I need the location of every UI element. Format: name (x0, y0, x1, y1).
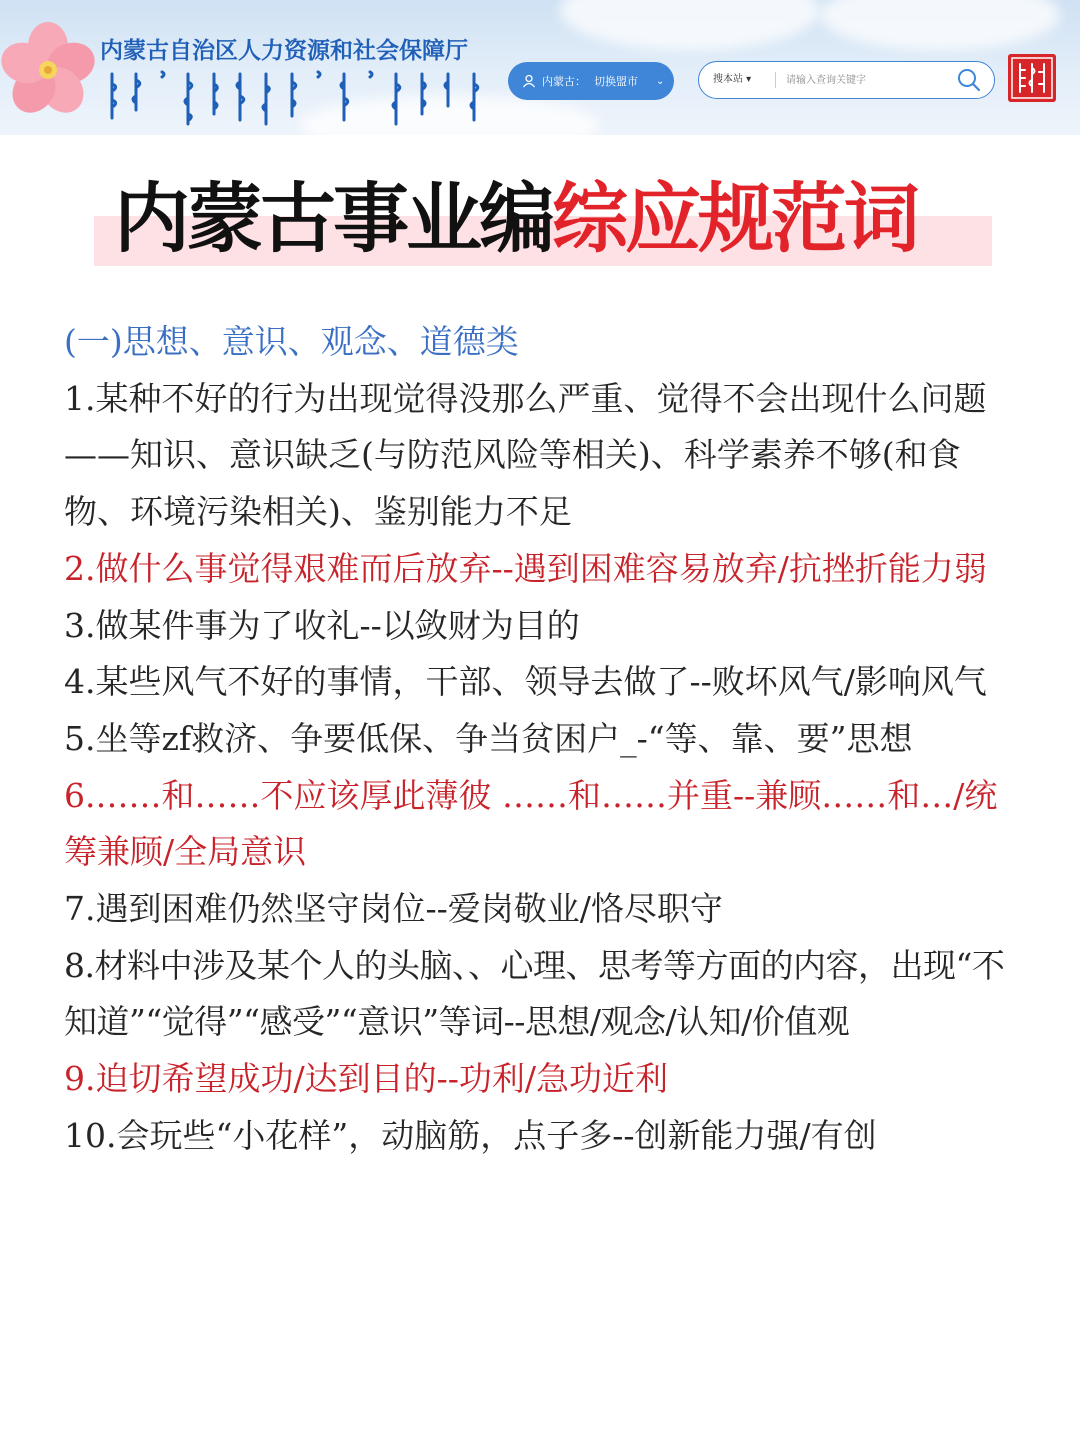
region-switch-button[interactable] (508, 62, 674, 100)
list-item-highlighted: 2.做什么事觉得艰难而后放弃--遇到困难容易放弃/抗挫折能力弱 (64, 548, 987, 588)
search-scope-dropdown[interactable]: 搜本站 ▾ (699, 72, 776, 88)
chevron-down-icon: ⌄ (656, 75, 665, 87)
title-part-red: 综应规范词 (552, 174, 917, 263)
page-title (114, 170, 917, 268)
seal-logo[interactable] (1008, 54, 1056, 102)
search-icon[interactable] (956, 67, 982, 93)
list-item: 1.某种不好的行为出现觉得没那么严重、觉得不会出现什么问题——知识、意识缺乏(与防范风险等相关)、科学素养不够(和食物、环境污染相关)、鉴别能力不足 (64, 378, 987, 532)
list-item: 3.做某件事为了收礼--以敛财为目的 (64, 605, 580, 645)
section-heading: (一)思想、意识、观念、道德类 (64, 322, 519, 361)
page-title-block (94, 170, 994, 268)
region-action-label: 切换盟市 (594, 75, 638, 88)
list-item-highlighted: 9.迫切希望成功/达到目的--功利/急功近利 (64, 1059, 669, 1099)
list-item: 7.遇到困难仍然坚守岗位--爱岗敬业/恪尽职守 (64, 889, 723, 929)
list-item: 4.某些风气不好的事情，干部、领导去做了--败坏风气/影响风气 (64, 662, 987, 702)
region-label: 内蒙古： (542, 75, 586, 88)
user-icon (522, 74, 536, 88)
mongolian-script-icon (104, 70, 494, 128)
list-item-highlighted: 6.……和……不应该厚此薄彼 ……和……并重--兼顾……和…/统筹兼顾/全局意识 (64, 775, 998, 872)
list-item: 10.会玩些“小花样”，动脑筋，点子多--创新能力强/有创 (64, 1115, 877, 1155)
flower-logo-icon (0, 18, 110, 118)
site-search-box (698, 61, 995, 99)
site-header-banner (0, 0, 1080, 135)
cloud-decoration (820, 0, 1060, 50)
cloud-decoration (560, 0, 820, 50)
title-part-dark: 内蒙古事业编 (114, 174, 552, 263)
list-item: 8.材料中涉及某个人的头脑、、心理、思考等方面的内容，出现“不知道”“觉得”“感受”“意识”等词--思想/观念/认知/价值观 (64, 945, 1005, 1042)
list-item: 5.坐等zf救济、争要低保、争当贫困户_-“等、靠、要”思想 (64, 718, 913, 758)
agency-name[interactable]: 内蒙古自治区人力资源和社会保障厅 (100, 38, 468, 64)
article-body (64, 314, 1024, 1165)
search-input[interactable] (784, 74, 956, 87)
